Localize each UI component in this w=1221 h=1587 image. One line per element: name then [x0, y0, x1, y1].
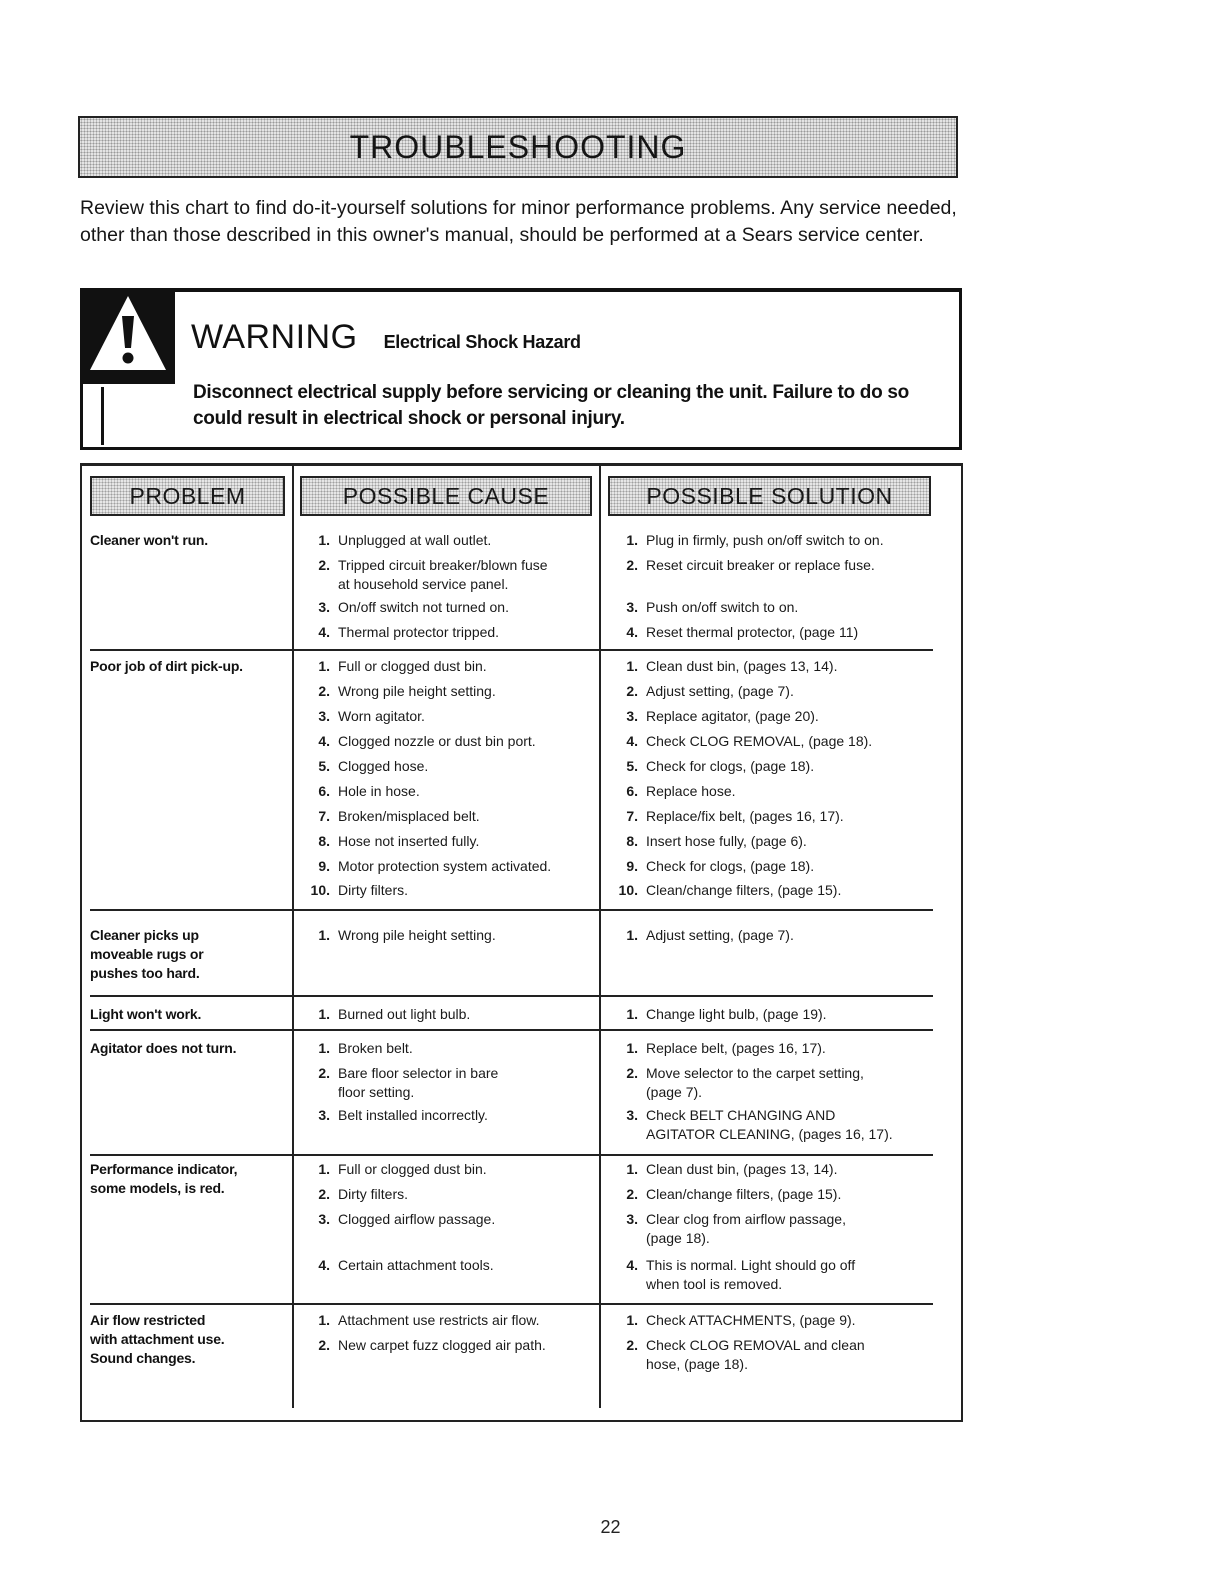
problem-text: moveable rugs or — [90, 946, 204, 962]
item-number: 2. — [626, 1337, 638, 1353]
item-number: 4. — [626, 1257, 638, 1273]
item-number: 3. — [626, 1107, 638, 1123]
item-number: 9. — [626, 858, 638, 874]
item-text: Thermal protector tripped. — [338, 624, 500, 640]
item-number: 3. — [318, 708, 330, 724]
row-separator — [90, 649, 933, 651]
warning-icon-stem — [101, 387, 104, 445]
item-text: (page 18). — [646, 1230, 710, 1246]
item-number: 7. — [318, 808, 330, 824]
problem-text: Poor job of dirt pick-up. — [90, 658, 243, 674]
item-number: 1. — [318, 658, 330, 674]
item-number: 2. — [318, 683, 330, 699]
item-number: 8. — [626, 833, 638, 849]
item-number: 2. — [318, 557, 330, 573]
item-number: 4. — [318, 624, 330, 640]
item-number: 3. — [318, 1107, 330, 1123]
item-number: 1. — [626, 1312, 638, 1328]
item-text: Hose not inserted fully. — [338, 833, 480, 849]
item-text: Check for clogs, (page 18). — [646, 858, 815, 874]
item-text: Insert hose fully, (page 6). — [646, 833, 807, 849]
item-text: when tool is removed. — [646, 1276, 783, 1292]
item-text: Broken/misplaced belt. — [338, 808, 480, 824]
intro-paragraph: Review this chart to find do-it-yourself solutions for minor performance problems. Any service needed, other than those described in this owner's manual, should be performed at a Sears service center. — [80, 197, 957, 246]
problem-text: with attachment use. — [90, 1331, 225, 1347]
item-text: AGITATOR CLEANING, (pages 16, 17). — [646, 1126, 893, 1142]
item-text: Move selector to the carpet setting, — [646, 1065, 864, 1081]
row-separator — [90, 1303, 933, 1305]
item-number: 10. — [310, 882, 330, 898]
problem-header: PROBLEM — [90, 476, 285, 516]
item-number: 1. — [626, 1006, 638, 1022]
item-number: 2. — [318, 1065, 330, 1081]
warning-box — [80, 288, 962, 450]
item-text: Clogged hose. — [338, 758, 429, 774]
row-separator — [90, 909, 933, 911]
item-number: 10. — [618, 882, 638, 898]
item-text: floor setting. — [338, 1084, 415, 1100]
problem-cell — [90, 1160, 285, 1198]
item-number: 9. — [318, 858, 330, 874]
item-text: Belt installed incorrectly. — [338, 1107, 488, 1123]
item-text: Replace/fix belt, (pages 16, 17). — [646, 808, 844, 824]
item-number: 3. — [626, 708, 638, 724]
item-text: Clean dust bin, (pages 13, 14). — [646, 1161, 838, 1177]
item-text: Dirty filters. — [338, 882, 408, 898]
problem-text: Cleaner won't run. — [90, 532, 208, 548]
item-text: Clean/change filters, (page 15). — [646, 882, 842, 898]
item-text: (page 7). — [646, 1084, 703, 1100]
item-number: 3. — [626, 1211, 638, 1227]
item-text: Clear clog from airflow passage, — [646, 1211, 846, 1227]
item-number: 1. — [318, 1006, 330, 1022]
item-number: 1. — [318, 1040, 330, 1056]
item-text: Tripped circuit breaker/blown fuse — [338, 557, 548, 573]
problem-cell — [90, 1005, 285, 1024]
warning-text: Disconnect electrical supply before servicing or cleaning the unit. Failure to do so could result in electrical shock or personal injury. — [193, 382, 909, 429]
item-text: Clean dust bin, (pages 13, 14). — [646, 658, 838, 674]
item-text: Clogged nozzle or dust bin port. — [338, 733, 536, 749]
item-text: hose, (page 18). — [646, 1356, 748, 1372]
item-number: 1. — [318, 1312, 330, 1328]
item-text: Motor protection system activated. — [338, 858, 552, 874]
item-number: 1. — [626, 532, 638, 548]
warning-triangle-icon — [80, 288, 175, 384]
problem-text: Agitator does not turn. — [90, 1040, 237, 1056]
warning-subtitle: Electrical Shock Hazard — [383, 332, 581, 352]
item-text: Clogged airflow passage. — [338, 1211, 496, 1227]
item-text: at household service panel. — [338, 576, 509, 592]
item-text: Attachment use restricts air flow. — [338, 1312, 540, 1328]
item-number: 5. — [626, 758, 638, 774]
row-separator — [90, 1029, 933, 1031]
item-number: 2. — [318, 1186, 330, 1202]
item-number: 1. — [626, 927, 638, 943]
item-number: 1. — [626, 1040, 638, 1056]
item-number: 4. — [626, 624, 638, 640]
item-text: This is normal. Light should go off — [646, 1257, 856, 1273]
problem-text: Performance indicator, — [90, 1161, 238, 1177]
item-number: 1. — [318, 1161, 330, 1177]
item-text: Worn agitator. — [338, 708, 425, 724]
item-text: Certain attachment tools. — [338, 1257, 494, 1273]
item-number: 2. — [318, 1337, 330, 1353]
item-number: 2. — [626, 1186, 638, 1202]
column-divider — [599, 463, 601, 1408]
item-text: Push on/off switch to on. — [646, 599, 799, 615]
item-number: 8. — [318, 833, 330, 849]
item-text: Hole in hose. — [338, 783, 420, 799]
item-text: New carpet fuzz clogged air path. — [338, 1337, 546, 1353]
item-text: Wrong pile height setting. — [338, 683, 496, 699]
item-text: Plug in firmly, push on/off switch to on. — [646, 532, 884, 548]
item-number: 1. — [626, 1161, 638, 1177]
item-text: Adjust setting, (page 7). — [646, 683, 794, 699]
item-text: Burned out light bulb. — [338, 1006, 471, 1022]
item-number: 4. — [626, 733, 638, 749]
problem-text: Cleaner picks up — [90, 927, 199, 943]
item-number: 1. — [318, 927, 330, 943]
item-text: Change light bulb, (page 19). — [646, 1006, 827, 1022]
problem-cell — [90, 657, 285, 676]
item-text: Check CLOG REMOVAL and clean — [646, 1337, 865, 1353]
item-number: 4. — [318, 733, 330, 749]
title-banner — [78, 116, 958, 178]
item-text: Clean/change filters, (page 15). — [646, 1186, 842, 1202]
item-text: Replace hose. — [646, 783, 736, 799]
problem-text: some models, is red. — [90, 1180, 225, 1196]
solution-header: POSSIBLE SOLUTION — [608, 476, 931, 516]
problem-text: Sound changes. — [90, 1350, 196, 1366]
item-text: Unplugged at wall outlet. — [338, 532, 492, 548]
item-number: 7. — [626, 808, 638, 824]
item-number: 6. — [318, 783, 330, 799]
item-text: Check for clogs, (page 18). — [646, 758, 815, 774]
row-separator — [90, 995, 933, 997]
item-number: 3. — [318, 1211, 330, 1227]
item-text: Bare floor selector in bare — [338, 1065, 499, 1081]
column-divider — [292, 463, 294, 1408]
item-text: Full or clogged dust bin. — [338, 1161, 487, 1177]
item-number: 2. — [626, 557, 638, 573]
page-number: 22 — [600, 1517, 621, 1537]
item-number: 6. — [626, 783, 638, 799]
problem-text: pushes too hard. — [90, 965, 200, 981]
problem-text: Light won't work. — [90, 1006, 202, 1022]
item-number: 4. — [318, 1257, 330, 1273]
problem-cell — [90, 1311, 285, 1368]
item-text: Replace agitator, (page 20). — [646, 708, 819, 724]
warning-heading — [191, 318, 581, 357]
item-text: Replace belt, (pages 16, 17). — [646, 1040, 826, 1056]
item-text: On/off switch not turned on. — [338, 599, 509, 615]
problem-cell — [90, 1039, 285, 1058]
item-number: 3. — [318, 599, 330, 615]
item-number: 1. — [318, 532, 330, 548]
problem-cell — [90, 531, 285, 550]
warning-word: WARNING — [191, 318, 358, 356]
item-text: Adjust setting, (page 7). — [646, 927, 794, 943]
item-number: 3. — [626, 599, 638, 615]
item-number: 2. — [626, 683, 638, 699]
item-text: Full or clogged dust bin. — [338, 658, 487, 674]
item-text: Check BELT CHANGING AND — [646, 1107, 836, 1123]
item-text: Reset circuit breaker or replace fuse. — [646, 557, 875, 573]
item-text: Broken belt. — [338, 1040, 413, 1056]
page-title: TROUBLESHOOTING — [349, 128, 687, 165]
item-number: 1. — [626, 658, 638, 674]
item-number: 5. — [318, 758, 330, 774]
cause-header: POSSIBLE CAUSE — [300, 476, 592, 516]
problem-cell — [90, 926, 285, 983]
item-number: 2. — [626, 1065, 638, 1081]
item-text: Reset thermal protector, (page 11) — [646, 624, 859, 640]
item-text: Wrong pile height setting. — [338, 927, 496, 943]
problem-text: Air flow restricted — [90, 1312, 206, 1328]
warning-triangle-glyph — [86, 292, 170, 376]
item-text: Check ATTACHMENTS, (page 9). — [646, 1312, 856, 1328]
row-separator — [90, 1154, 933, 1156]
item-text: Dirty filters. — [338, 1186, 408, 1202]
item-text: Check CLOG REMOVAL, (page 18). — [646, 733, 873, 749]
